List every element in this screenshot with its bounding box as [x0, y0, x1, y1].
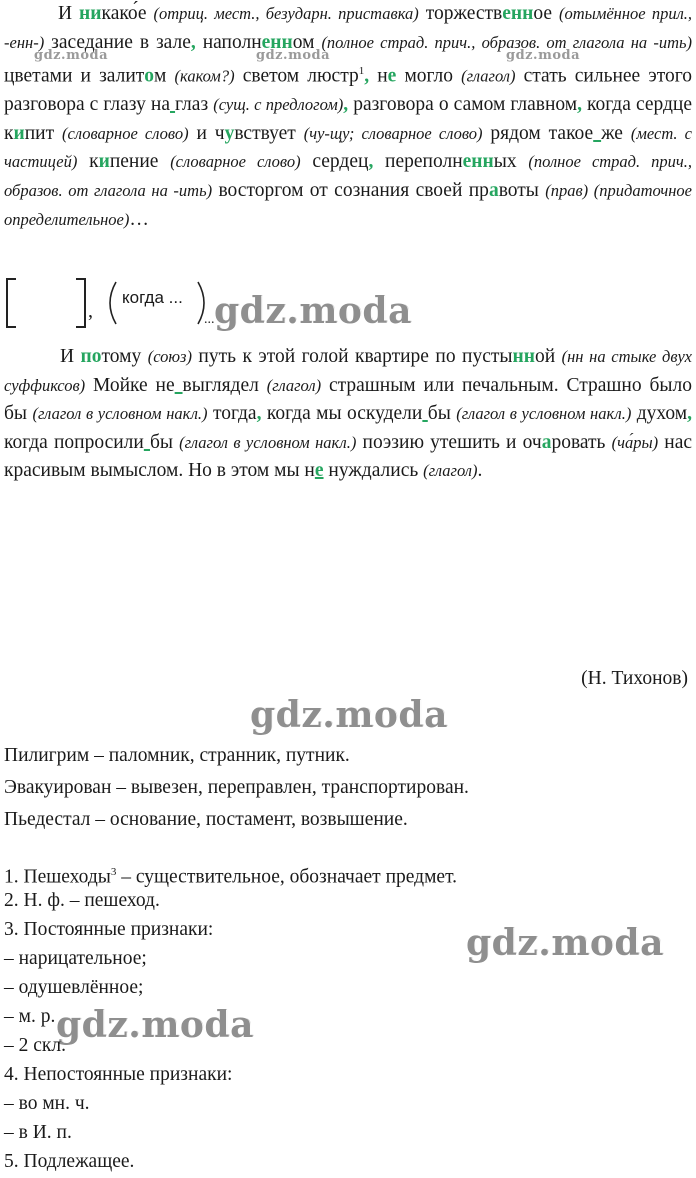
watermark-2: gdz.moda	[250, 694, 448, 736]
analysis-line-11: 5. Подлежащее.	[4, 1151, 135, 1172]
watermark-small-3: gdz.moda	[506, 48, 581, 63]
analysis-line-5: – одушевлённое;	[4, 977, 144, 998]
scheme-dots: ...	[204, 312, 215, 327]
paragraph-2-text: И потому (союз) путь к этой голой квартире по пустынной (нн на стыке двух суффиксов) Мойке не выглядел (глагол) страшным или печальным. Страшно было бы (глагол в условном накл.) тогда, когда мы оскудели бы (глагол в условном накл.) духом, когда попросили бы (глагол в условном накл.) поэзию утешить и очаровать (ча́ры) нас красивым вымыслом. Но в этом мы не нуждались (глагол).	[4, 346, 693, 482]
analysis-line-9: – во мн. ч.	[4, 1093, 90, 1114]
analysis-line-7: – 2 скл.	[4, 1035, 66, 1056]
watermark-1: gdz.moda	[214, 290, 412, 332]
analysis-line-6: – м. р.	[4, 1006, 56, 1027]
synonym-line-3: Пьедестал – основание, постамент, возвышение.	[4, 809, 408, 830]
synonym-line-2: Эвакуирован – вывезен, переправлен, транспортирован.	[4, 777, 469, 798]
analysis-line-3: 3. Постоянные признаки:	[4, 919, 214, 940]
analysis-line-8: 4. Непостоянные признаки:	[4, 1064, 233, 1085]
main-clause-bracket	[6, 280, 86, 326]
analysis-line-4: – нарицательное;	[4, 948, 147, 969]
watermark-small-2: gdz.moda	[256, 48, 331, 63]
watermark-4: gdz.moda	[56, 1004, 254, 1046]
watermark-small-1: gdz.moda	[34, 48, 109, 63]
paragraph-1-text: И никако́е (отриц. мест., безударн. приставка) торжественное (отымённое прил., -енн-) заседание в зале, наполненном (полное страд. прич., образов. от глагола на -ить) цветами и залитом (каком?) светом люстр$^1$, не могло (глагол) стать сильнее этого разговора с глазу на глаз (сущ. с предлогом), разговора о самом главном, когда сердце кипит (словарное слово) и чувствует (чу-щу; словарное слово) рядом такое же (мест. с частицей) кипение (словарное слово) сердец, переполненных (полное страд. прич., образов. от глагола на -ить) восторгом от сознания своей правоты (прав) (придаточное определительное)…	[4, 3, 693, 230]
scheme-conjunction-label: когда ...	[122, 288, 183, 307]
author-signature: (Н. Тихонов)	[581, 668, 688, 689]
scheme-comma: ,	[88, 300, 93, 322]
analysis-line-2: 2. Н. ф. – пешеход.	[4, 890, 160, 911]
analysis-line-1: 1. Пешеходы$^3$ – существительное, обозначает предмет.	[4, 866, 458, 888]
watermark-3: gdz.moda	[466, 922, 664, 964]
paragraph-2	[4, 343, 692, 486]
synonym-line-1: Пилигрим – паломник, странник, путник.	[4, 745, 350, 766]
paragraph-1	[4, 0, 692, 234]
analysis-line-10: – в И. п.	[4, 1122, 72, 1143]
